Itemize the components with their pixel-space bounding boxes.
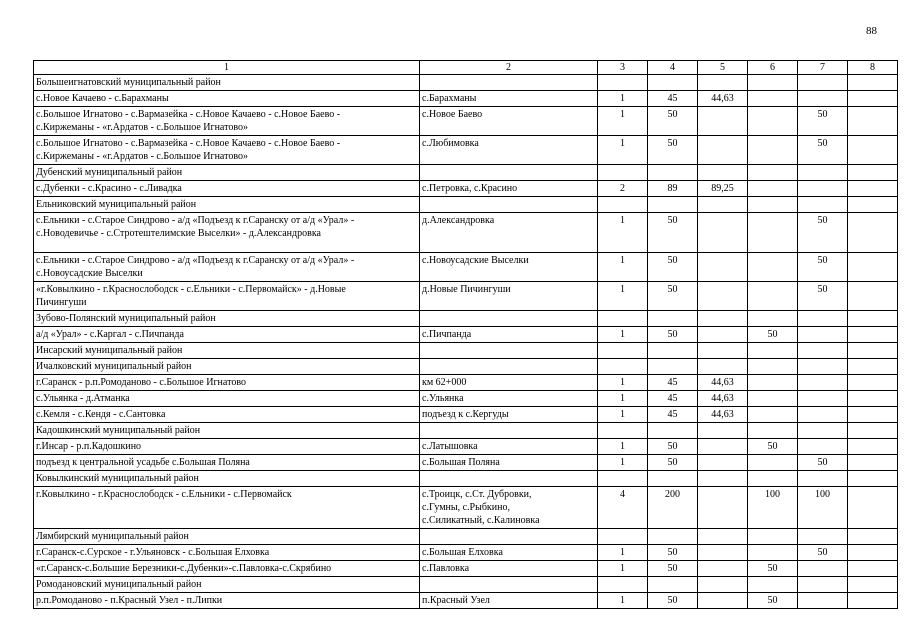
value-cell: 50 (748, 327, 798, 343)
empty-cell (598, 311, 648, 327)
route-cell: с.Ульянка - д.Атманка (34, 391, 420, 407)
empty-cell (648, 75, 698, 91)
value-cell (848, 487, 898, 529)
value-cell: 89 (648, 181, 698, 197)
value-cell (848, 253, 898, 282)
district-row (34, 343, 898, 359)
point-cell: с.Большая Елховка (420, 545, 598, 561)
value-cell (748, 391, 798, 407)
empty-cell (648, 423, 698, 439)
count-cell: 1 (598, 391, 648, 407)
value-cell (748, 213, 798, 253)
table-row (34, 561, 898, 577)
route-cell: г.Ковылкино - г.Краснослободск - с.Ельники - с.Первомайск (34, 487, 420, 529)
empty-cell (798, 197, 848, 213)
table-row (34, 282, 898, 311)
value-cell: 50 (648, 253, 698, 282)
point-cell: д.Новые Пичингуши (420, 282, 598, 311)
table-row (34, 213, 898, 253)
count-cell: 1 (598, 407, 648, 423)
point-cell: подъезд к с.Кергуды (420, 407, 598, 423)
value-cell: 89,25 (698, 181, 748, 197)
empty-cell (798, 577, 848, 593)
table-row (34, 439, 898, 455)
point-cell: с.Пичпанда (420, 327, 598, 343)
value-cell (798, 561, 848, 577)
district-row (34, 359, 898, 375)
empty-cell (748, 529, 798, 545)
route-cell: с.Кемля - с.Кендя - с.Сантовка (34, 407, 420, 423)
value-cell: 44,63 (698, 391, 748, 407)
column-header: 5 (698, 61, 748, 75)
empty-cell (420, 529, 598, 545)
value-cell (698, 213, 748, 253)
empty-cell (648, 359, 698, 375)
column-header: 2 (420, 61, 598, 75)
empty-cell (698, 75, 748, 91)
point-cell: с.Ульянка (420, 391, 598, 407)
value-cell: 44,63 (698, 91, 748, 107)
empty-cell (748, 577, 798, 593)
table-row (34, 455, 898, 471)
value-cell: 50 (648, 107, 698, 136)
empty-cell (748, 165, 798, 181)
value-cell: 50 (798, 253, 848, 282)
district-name: Ичалковский муниципальный район (34, 359, 420, 375)
page-number: 88 (866, 25, 877, 37)
district-row (34, 75, 898, 91)
value-cell (698, 439, 748, 455)
empty-cell (698, 577, 748, 593)
value-cell: 50 (648, 213, 698, 253)
point-cell: п.Красный Узел (420, 593, 598, 609)
table-row (34, 407, 898, 423)
point-cell: с.Павловка (420, 561, 598, 577)
district-name: Лямбирский муниципальный район (34, 529, 420, 545)
value-cell: 50 (798, 455, 848, 471)
table-row (34, 327, 898, 343)
route-cell: с.Большое Игнатово - с.Вармазейка - с.Новое Качаево - с.Новое Баево - с.Киржеманы - «г.Ардатов - с.Большое Игнатово» (34, 107, 420, 136)
value-cell (748, 253, 798, 282)
value-cell (698, 327, 748, 343)
count-cell: 1 (598, 107, 648, 136)
table-row (34, 253, 898, 282)
table-row (34, 375, 898, 391)
route-cell: «г.Саранск-с.Большие Березники-с.Дубенки»-с.Павловка-с.Скрябино (34, 561, 420, 577)
value-cell: 50 (648, 593, 698, 609)
value-cell: 44,63 (698, 375, 748, 391)
empty-cell (848, 197, 898, 213)
value-cell (698, 455, 748, 471)
empty-cell (748, 343, 798, 359)
value-cell (698, 487, 748, 529)
empty-cell (848, 311, 898, 327)
table-row (34, 107, 898, 136)
value-cell (748, 455, 798, 471)
value-cell (848, 439, 898, 455)
value-cell: 45 (648, 391, 698, 407)
value-cell: 50 (748, 439, 798, 455)
value-cell (748, 545, 798, 561)
value-cell (848, 327, 898, 343)
empty-cell (698, 197, 748, 213)
value-cell (848, 375, 898, 391)
empty-cell (798, 75, 848, 91)
value-cell (848, 213, 898, 253)
empty-cell (698, 165, 748, 181)
district-name: Инсарский муниципальный район (34, 343, 420, 359)
empty-cell (648, 471, 698, 487)
value-cell (798, 327, 848, 343)
empty-cell (598, 75, 648, 91)
value-cell (798, 391, 848, 407)
empty-cell (698, 359, 748, 375)
empty-cell (698, 471, 748, 487)
route-cell: подъезд к центральной усадьбе с.Большая Поляна (34, 455, 420, 471)
empty-cell (798, 471, 848, 487)
value-cell (698, 545, 748, 561)
value-cell (848, 181, 898, 197)
point-cell: с.Любимовка (420, 136, 598, 165)
empty-cell (798, 311, 848, 327)
value-cell: 50 (648, 282, 698, 311)
district-name: Ельниковский муниципальный район (34, 197, 420, 213)
value-cell (798, 375, 848, 391)
value-cell: 50 (748, 561, 798, 577)
value-cell: 50 (798, 136, 848, 165)
empty-cell (420, 311, 598, 327)
empty-cell (420, 165, 598, 181)
empty-cell (798, 423, 848, 439)
empty-cell (598, 359, 648, 375)
empty-cell (420, 197, 598, 213)
empty-cell (648, 197, 698, 213)
value-cell (798, 91, 848, 107)
value-cell (748, 136, 798, 165)
value-cell: 100 (748, 487, 798, 529)
value-cell: 50 (798, 213, 848, 253)
point-cell: с.Петровка, с.Красино (420, 181, 598, 197)
empty-cell (598, 197, 648, 213)
value-cell: 45 (648, 375, 698, 391)
point-cell: с.Новое Баево (420, 107, 598, 136)
district-row (34, 165, 898, 181)
count-cell: 1 (598, 253, 648, 282)
empty-cell (698, 423, 748, 439)
value-cell (748, 407, 798, 423)
value-cell (748, 107, 798, 136)
empty-cell (598, 471, 648, 487)
table-row (34, 545, 898, 561)
value-cell (848, 391, 898, 407)
route-cell: с.Дубенки - с.Красино - с.Ливадка (34, 181, 420, 197)
column-header: 1 (34, 61, 420, 75)
value-cell (798, 181, 848, 197)
value-cell (848, 136, 898, 165)
count-cell: 4 (598, 487, 648, 529)
empty-cell (798, 359, 848, 375)
empty-cell (420, 343, 598, 359)
point-cell: с.Латышовка (420, 439, 598, 455)
count-cell: 1 (598, 561, 648, 577)
route-cell: с.Ельники - с.Старое Синдрово - а/д «Подъезд к г.Саранску от а/д «Урал» - с.Новодевичье - с.Стротештелимские Выселки» - д.Александровка (34, 213, 420, 253)
point-cell: с.Барахманы (420, 91, 598, 107)
value-cell (698, 136, 748, 165)
empty-cell (798, 529, 848, 545)
district-row (34, 529, 898, 545)
value-cell (848, 282, 898, 311)
count-cell: 1 (598, 91, 648, 107)
value-cell: 45 (648, 91, 698, 107)
empty-cell (648, 165, 698, 181)
value-cell: 50 (648, 455, 698, 471)
empty-cell (420, 577, 598, 593)
table-row (34, 391, 898, 407)
empty-cell (598, 423, 648, 439)
value-cell (698, 253, 748, 282)
empty-cell (848, 529, 898, 545)
empty-cell (748, 359, 798, 375)
point-cell: км 62+000 (420, 375, 598, 391)
empty-cell (748, 471, 798, 487)
point-cell: с.Новоусадские Выселки (420, 253, 598, 282)
value-cell: 200 (648, 487, 698, 529)
route-cell: г.Инсар - р.п.Кадошкино (34, 439, 420, 455)
routes-table (33, 60, 898, 609)
value-cell: 44,63 (698, 407, 748, 423)
point-cell: с.Большая Поляна (420, 455, 598, 471)
value-cell: 45 (648, 407, 698, 423)
table-row (34, 181, 898, 197)
route-cell: с.Большое Игнатово - с.Вармазейка - с.Новое Качаево - с.Новое Баево - с.Киржеманы - «г.Ардатов - с.Большое Игнатово» (34, 136, 420, 165)
count-cell: 1 (598, 375, 648, 391)
value-cell (848, 545, 898, 561)
district-row (34, 197, 898, 213)
table-row (34, 487, 898, 529)
count-cell: 1 (598, 327, 648, 343)
route-cell: а/д «Урал» - с.Каргал - с.Пичпанда (34, 327, 420, 343)
empty-cell (420, 359, 598, 375)
column-header: 4 (648, 61, 698, 75)
count-cell: 1 (598, 439, 648, 455)
empty-cell (648, 311, 698, 327)
empty-cell (848, 75, 898, 91)
value-cell (698, 282, 748, 311)
empty-cell (748, 423, 798, 439)
empty-cell (598, 529, 648, 545)
district-row (34, 311, 898, 327)
value-cell: 100 (798, 487, 848, 529)
empty-cell (648, 577, 698, 593)
value-cell: 50 (798, 282, 848, 311)
empty-cell (598, 577, 648, 593)
value-cell (798, 593, 848, 609)
value-cell: 50 (648, 327, 698, 343)
count-cell: 1 (598, 136, 648, 165)
route-cell: с.Новое Качаево - с.Барахманы (34, 91, 420, 107)
header-row (34, 61, 898, 75)
district-name: Кадошкинский муниципальный район (34, 423, 420, 439)
empty-cell (848, 423, 898, 439)
count-cell: 1 (598, 282, 648, 311)
value-cell: 50 (748, 593, 798, 609)
empty-cell (748, 311, 798, 327)
value-cell (698, 593, 748, 609)
column-header: 3 (598, 61, 648, 75)
empty-cell (848, 165, 898, 181)
empty-cell (748, 197, 798, 213)
empty-cell (420, 471, 598, 487)
value-cell (748, 375, 798, 391)
value-cell: 50 (648, 561, 698, 577)
district-row (34, 577, 898, 593)
empty-cell (798, 165, 848, 181)
empty-cell (698, 529, 748, 545)
route-cell: р.п.Ромоданово - п.Красный Узел - п.Липки (34, 593, 420, 609)
route-cell: г.Саранск - р.п.Ромоданово - с.Большое Игнатово (34, 375, 420, 391)
empty-cell (848, 471, 898, 487)
route-cell: с.Ельники - с.Старое Синдрово - а/д «Подъезд к г.Саранску от а/д «Урал» - с.Новоусадские Выселки (34, 253, 420, 282)
district-name: Ковылкинский муниципальный район (34, 471, 420, 487)
district-name: Дубенский муниципальный район (34, 165, 420, 181)
value-cell (848, 561, 898, 577)
column-header: 6 (748, 61, 798, 75)
district-name: Большеигнатовский муниципальный район (34, 75, 420, 91)
value-cell (848, 107, 898, 136)
value-cell (848, 407, 898, 423)
value-cell: 50 (648, 136, 698, 165)
empty-cell (848, 577, 898, 593)
empty-cell (648, 343, 698, 359)
count-cell: 1 (598, 455, 648, 471)
point-cell: с.Троицк, с.Ст. Дубровки, с.Гумны, с.Рыбкино, с.Силикатный, с.Калиновка (420, 487, 598, 529)
value-cell (848, 455, 898, 471)
value-cell: 50 (648, 439, 698, 455)
value-cell (748, 181, 798, 197)
value-cell: 50 (798, 545, 848, 561)
count-cell: 2 (598, 181, 648, 197)
column-header: 8 (848, 61, 898, 75)
district-row (34, 471, 898, 487)
value-cell (798, 439, 848, 455)
empty-cell (598, 343, 648, 359)
empty-cell (648, 529, 698, 545)
empty-cell (420, 75, 598, 91)
empty-cell (698, 311, 748, 327)
value-cell (798, 407, 848, 423)
value-cell (748, 91, 798, 107)
column-header: 7 (798, 61, 848, 75)
point-cell: д.Александровка (420, 213, 598, 253)
value-cell: 50 (798, 107, 848, 136)
value-cell (848, 593, 898, 609)
value-cell: 50 (648, 545, 698, 561)
count-cell: 1 (598, 545, 648, 561)
value-cell (848, 91, 898, 107)
empty-cell (848, 359, 898, 375)
empty-cell (598, 165, 648, 181)
route-cell: «г.Ковылкино - г.Краснослободск - с.Ельники - с.Первомайск» - д.Новые Пичингуши (34, 282, 420, 311)
empty-cell (698, 343, 748, 359)
count-cell: 1 (598, 213, 648, 253)
district-name: Ромодановский муниципальный район (34, 577, 420, 593)
empty-cell (420, 423, 598, 439)
empty-cell (748, 75, 798, 91)
district-name: Зубово-Полянский муниципальный район (34, 311, 420, 327)
count-cell: 1 (598, 593, 648, 609)
empty-cell (798, 343, 848, 359)
value-cell (748, 282, 798, 311)
district-row (34, 423, 898, 439)
empty-cell (848, 343, 898, 359)
value-cell (698, 561, 748, 577)
table-row (34, 593, 898, 609)
value-cell (698, 107, 748, 136)
route-cell: г.Саранск-с.Сурское - г.Ульяновск - с.Большая Елховка (34, 545, 420, 561)
table-row (34, 136, 898, 165)
table-row (34, 91, 898, 107)
